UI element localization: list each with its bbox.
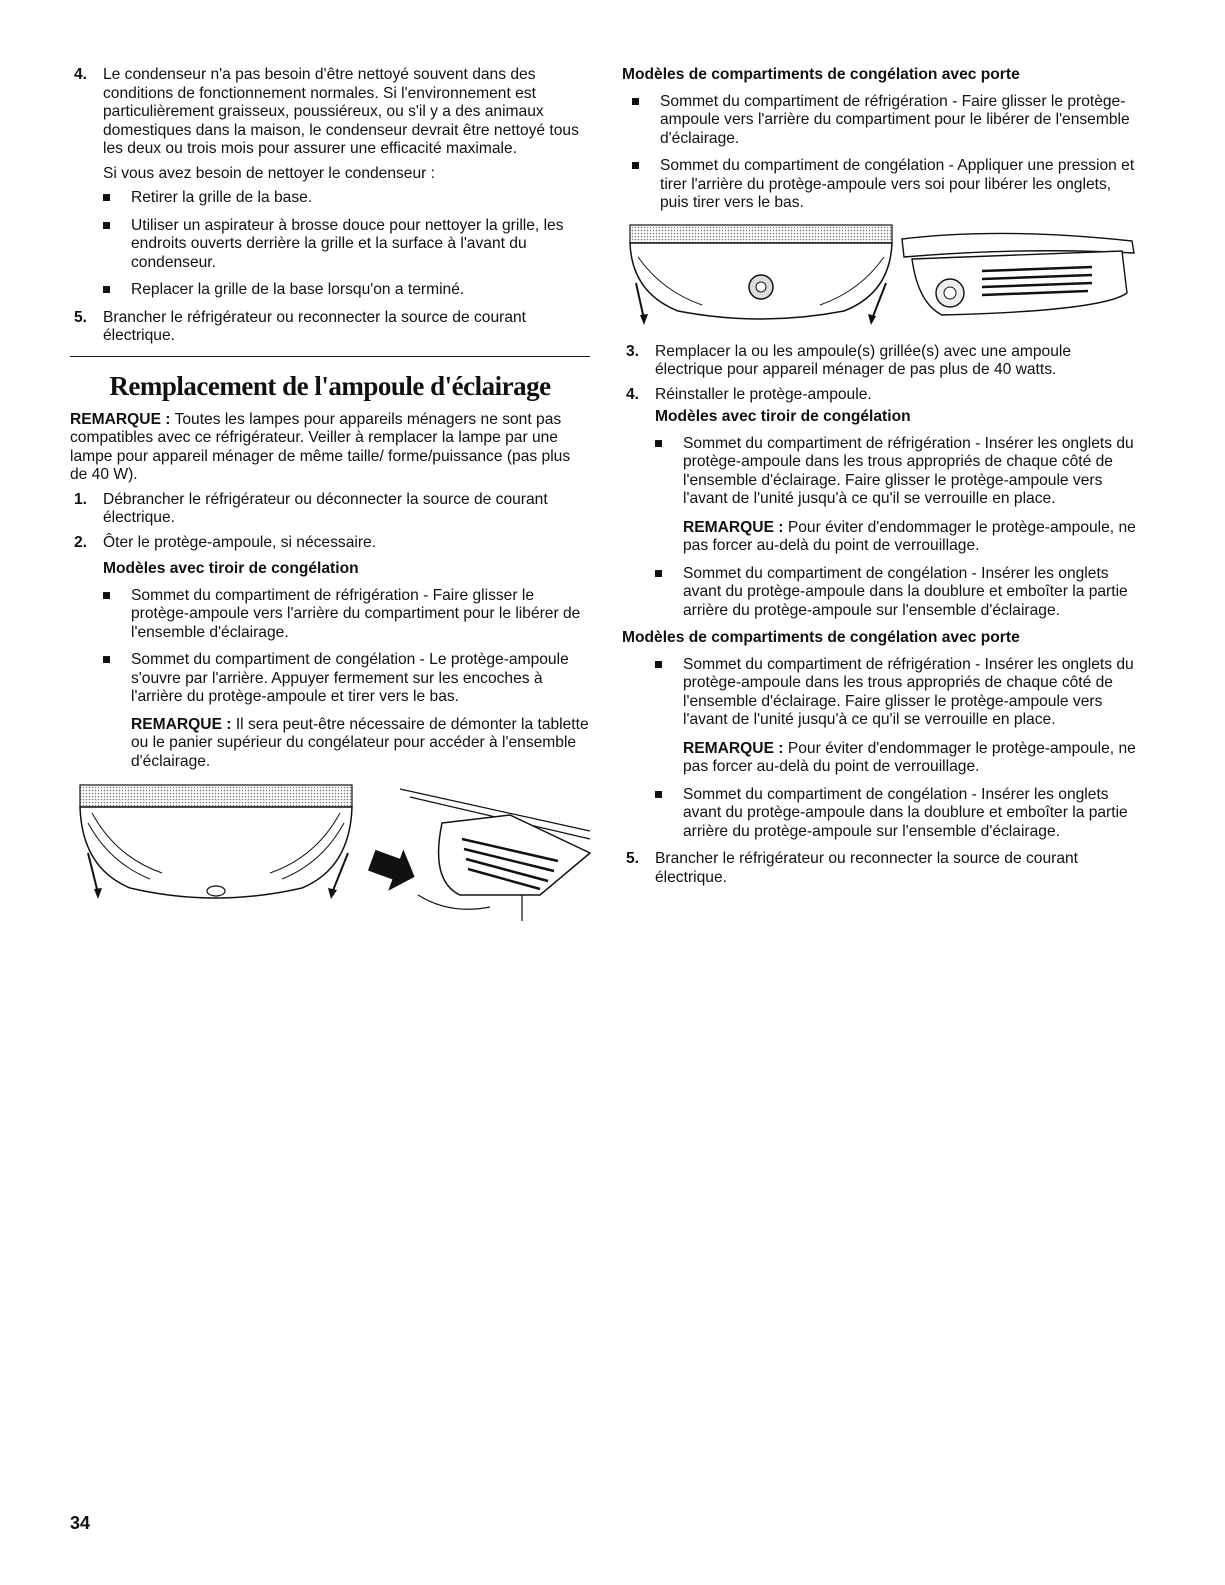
step-text: Débrancher le réfrigérateur ou déconnecter la source de courant électrique. <box>103 490 548 526</box>
condenser-bullets <box>103 189 590 300</box>
bullet-square-icon <box>655 791 662 798</box>
list-item: Sommet du compartiment de réfrigération - Insérer les onglets du protège-ampoule dans les trous appropriés de chaque côté de l'ensemble d'éclairage. Faire glisser le protège-ampoule vers l'avant de l'unité jusqu'à ce qu'il se verrouille en place. REMARQUE : Pour éviter d'endommager le protège-ampoule, ne pas forcer au-delà du point de verrouillage. <box>655 656 1142 777</box>
step-number: 3. <box>626 342 640 360</box>
step-4-condenser <box>70 66 590 300</box>
step-text: Ôter le protège-ampoule, si nécessaire. <box>103 533 377 551</box>
step-followup: Si vous avez besoin de nettoyer le condenseur : <box>103 164 436 182</box>
note-text: Pour éviter d'endommager le protège-ampoule, ne pas forcer au-delà du point de verrouillage. <box>683 739 1136 775</box>
note-label: REMARQUE : <box>683 518 784 536</box>
bullet-square-icon <box>655 661 662 668</box>
note-text: Il sera peut-être nécessaire de démonter la tablette ou le panier supérieur du congélateur pour accéder à l'ensemble d'éclairage. <box>131 715 589 770</box>
right-column <box>622 66 1142 893</box>
step-text: Remplacer la ou les ampoule(s) grillée(s) avec une ampoule électrique pour appareil ménager de pas plus de 40 watts. <box>655 342 1072 378</box>
sub-heading: Modèles de compartiments de congélation avec porte <box>622 66 1020 83</box>
remark-text: Toutes les lampes pour appareils ménagers ne sont pas compatibles avec ce réfrigérateur. Veiller à remplacer la lampe par une lampe pour appareil ménager de même taille/ forme/puissance (pas plus de 40 W). <box>70 410 571 483</box>
step-number: 4. <box>74 66 88 83</box>
note-paragraph <box>131 716 590 772</box>
list-item: Sommet du compartiment de congélation - Le protège-ampoule s'ouvre par l'arrière. Appuyer fermement sur les encoches à l'arrière du protège-ampoule et tirer vers le bas. <box>103 651 590 707</box>
list-item: Sommet du compartiment de réfrigération - Insérer les onglets du protège-ampoule dans les trous appropriés de chaque côté de l'ensemble d'éclairage. Faire glisser le protège-ampoule vers l'avant de l'unité jusqu'à ce qu'il se verrouille en place. REMARQUE : Pour éviter d'endommager le protège-ampoule, ne pas forcer au-delà du point de verrouillage. <box>655 435 1142 556</box>
bullet-square-icon <box>103 656 110 663</box>
remark-label: REMARQUE : <box>70 410 171 428</box>
list-item: Replacer la grille de la base lorsqu'on a terminé. <box>103 281 590 300</box>
note-paragraph <box>683 519 1142 556</box>
step-text: Réinstaller le protège-ampoule. <box>655 385 872 403</box>
list-item: Sommet du compartiment de congélation - Insérer les onglets avant du protège-ampoule dans la doublure et emboîter la partie arrière du protège-ampoule sur l'ensemble d'éclairage. <box>655 786 1142 842</box>
section-title: Remplacement de l'ampoule d'éclairage <box>109 370 551 401</box>
step-number: 5. <box>626 850 640 867</box>
step-number: 1. <box>74 490 88 508</box>
step-2-remove-cover <box>70 534 590 772</box>
step-4-reinstall <box>622 386 1142 842</box>
step-5-reconnect <box>622 850 1142 887</box>
sub-heading: Modèles de compartiments de congélation avec porte <box>622 629 1020 646</box>
step-3-replace-bulb <box>622 343 1142 380</box>
list-item: Sommet du compartiment de congélation - Appliquer une pression et tirer l'arrière du protège-ampoule vers soi pour libérer les onglets, puis tirer vers le bas. <box>632 157 1142 213</box>
bullet-square-icon <box>655 570 662 577</box>
drawer-install-bullets <box>655 435 1142 621</box>
bullet-square-icon <box>655 440 662 447</box>
note-label: REMARQUE : <box>683 739 784 757</box>
step-5-power <box>70 309 590 346</box>
bullet-square-icon <box>103 592 110 599</box>
step-number: 5. <box>74 308 88 326</box>
step-1-unplug <box>70 491 590 528</box>
fridge-light-cover <box>630 225 892 325</box>
light-cover-illustration-door <box>622 223 1142 333</box>
bullet-square-icon <box>632 162 639 169</box>
note-paragraph <box>683 740 1142 777</box>
bullet-square-icon <box>103 194 110 201</box>
left-column <box>70 66 590 923</box>
step-text: Brancher le réfrigérateur ou reconnecter la source de courant électrique. <box>655 850 1078 886</box>
bullet-square-icon <box>103 222 110 229</box>
step-text: Brancher le réfrigérateur ou reconnecter la source de courant électrique. <box>103 308 526 344</box>
door-removal-bullets <box>632 93 1142 213</box>
list-item: Retirer la grille de la base. <box>103 189 590 208</box>
note-text: Pour éviter d'endommager le protège-ampoule, ne pas forcer au-delà du point de verrouillage. <box>683 518 1136 554</box>
page-number: 34 <box>70 1513 91 1533</box>
remark-paragraph <box>70 411 590 485</box>
sub-heading: Modèles avec tiroir de congélation <box>655 408 911 425</box>
step-text: Le condenseur n'a pas besoin d'être nettoyé souvent dans des conditions de fonctionnement normales. Si l'environnement est particulièrement graisseux, poussiéreux, ou s'il y a des animaux domestiques dans la maison, le condenseur devrait être nettoyé tous les deux ou trois mois pour assurer une efficacité maximale. <box>103 66 579 157</box>
sub-heading: Modèles avec tiroir de congélation <box>103 560 359 577</box>
freezer-light-cover <box>364 789 590 921</box>
list-item: Sommet du compartiment de réfrigération - Faire glisser le protège-ampoule vers l'arrière du compartiment pour le libérer de l'ensemble d'éclairage. <box>632 93 1142 149</box>
list-item: Sommet du compartiment de congélation - Insérer les onglets avant du protège-ampoule dans la doublure et emboîter la partie arrière du protège-ampoule sur l'ensemble d'éclairage. <box>655 565 1142 621</box>
step-number: 4. <box>626 385 640 403</box>
list-item: Sommet du compartiment de réfrigération - Faire glisser le protège-ampoule vers l'arrière du compartiment pour le libérer de l'ensemble d'éclairage. <box>103 587 590 643</box>
bullet-square-icon <box>103 286 110 293</box>
bullet-square-icon <box>632 98 639 105</box>
list-item: Utiliser un aspirateur à brosse douce pour nettoyer la grille, les endroits ouverts derrière la grille et la surface à l'avant du condenseur. <box>103 217 590 273</box>
section-divider <box>70 356 590 357</box>
step-number: 2. <box>74 533 88 551</box>
light-cover-illustration-drawer <box>70 783 600 923</box>
freezer-light-cover <box>902 233 1134 315</box>
note-label: REMARQUE : <box>131 715 232 733</box>
door-install-bullets <box>655 656 1142 842</box>
removal-bullets <box>103 587 590 707</box>
fridge-light-cover <box>80 785 352 899</box>
